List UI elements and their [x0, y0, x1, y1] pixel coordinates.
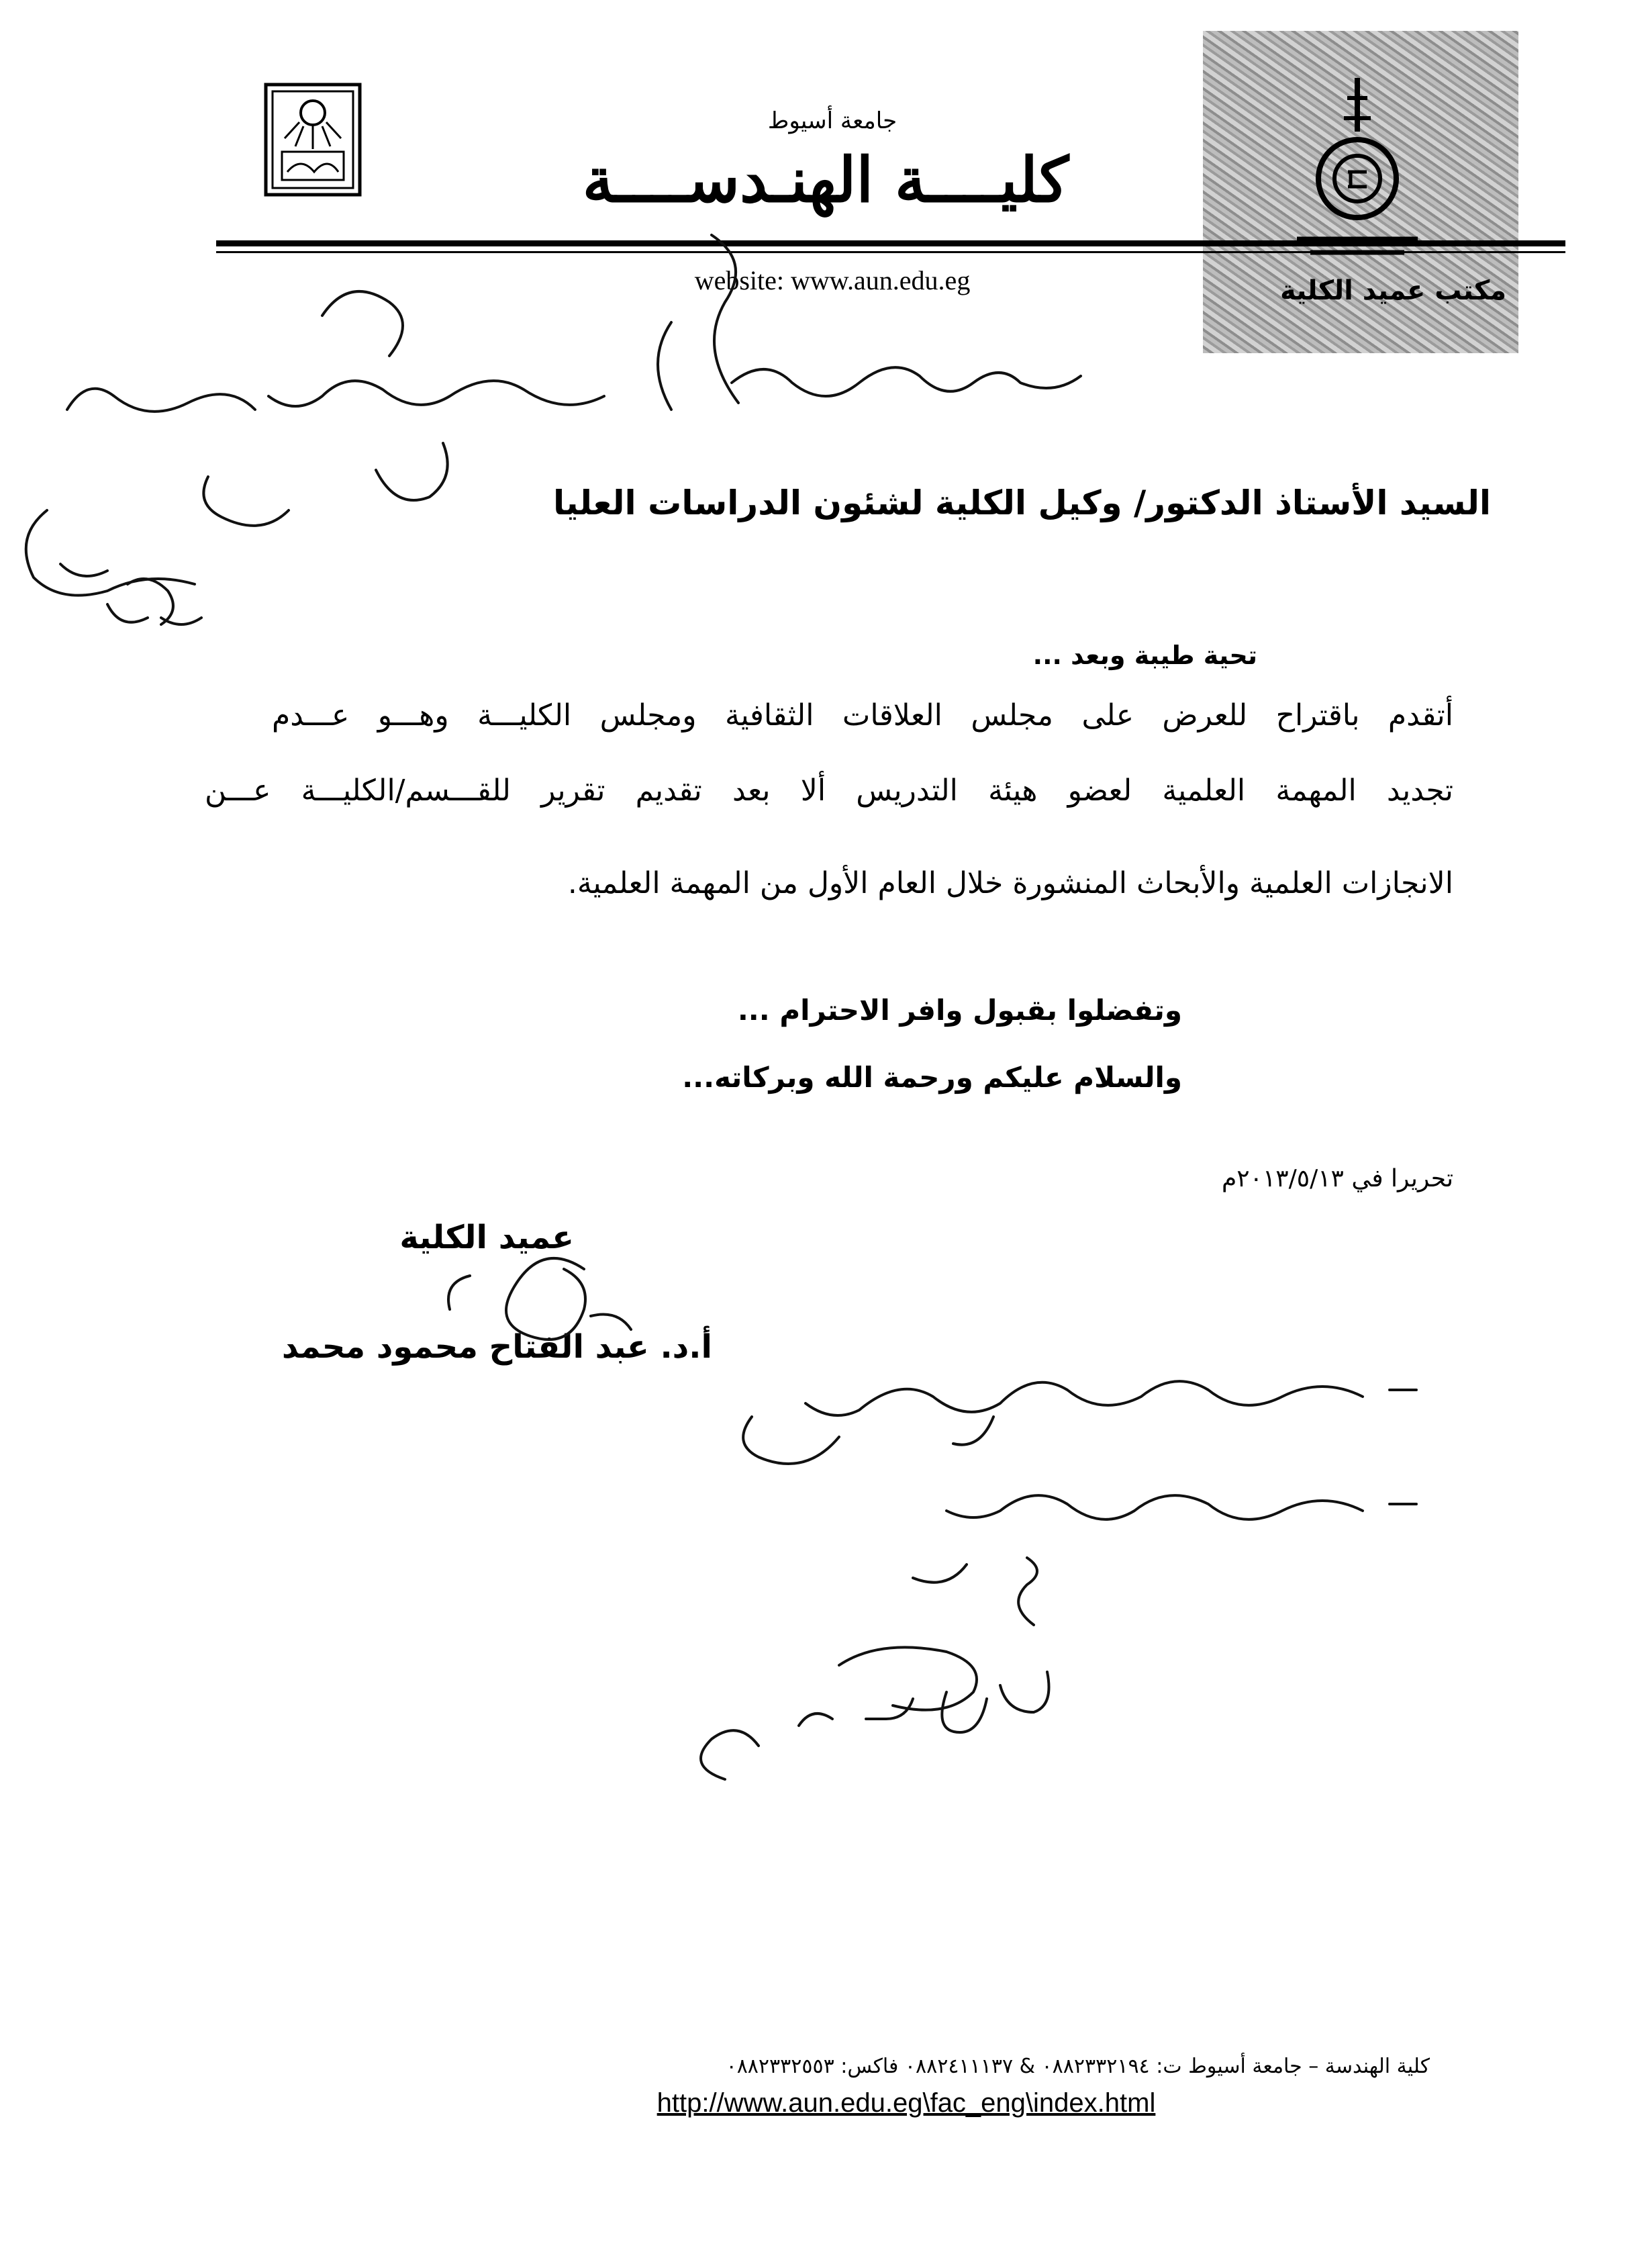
faculty-seal — [1203, 31, 1518, 353]
faculty-name: كليــــة الهنـدســــة — [582, 144, 1069, 216]
dean-office-label: مكتب عميد الكلية — [1279, 275, 1506, 306]
dean-title: عميد الكلية — [399, 1219, 574, 1256]
website: website: www.aun.edu.eg — [694, 265, 971, 295]
university-name: جامعة أسيوط — [767, 107, 897, 134]
handwritten-margin-note — [26, 510, 201, 624]
footer-contact: كلية الهندسة – جامعة أسيوط ت: ٠٨٨٢٣٣٢١٩٤ & ٠٨٨٢٤١١١٣٧ فاكس: ٠٨٨٢٣٣٢٥٥٣ — [726, 2055, 1430, 2078]
date-line: تحريرا في ٢٠١٣/٥/١٣م — [1221, 1165, 1453, 1192]
closing-salutation: والسلام عليكم ورحمة الله وبركاته... — [682, 1061, 1182, 1094]
footer-url[interactable]: http://www.aun.edu.eg\fac_eng\index.html — [657, 2088, 1156, 2118]
greeting: تحية طيبة وبعد ... — [1032, 641, 1257, 670]
header-rule-thin — [216, 251, 1565, 253]
dean-name: أ.د. عبد الفتاح محمود محمد — [281, 1328, 712, 1366]
assiut-university-logo-icon — [263, 82, 362, 197]
body-line: تجديد المهمة العلمية لعضو هيئة التدريس ألا بعد تقديم تقرير للقـــسم/الكليـــة عـــن — [205, 774, 1453, 808]
body-line: الانجازات العلمية والأبحاث المنشورة خلال العام الأول من المهمة العلمية. — [567, 866, 1453, 900]
handwritten-distribution-note — [743, 1381, 1416, 1583]
addressee: السيد الأستاذ الدكتور/ وكيل الكلية لشئون الدراسات العليا — [552, 483, 1491, 522]
handwritten-date-signature — [701, 1558, 1049, 1779]
header-rule-thick — [216, 240, 1565, 246]
body-line: أتقدم باقتراح للعرض على مجلس العلاقات الثقافية ومجلس الكليـــة وهـــو عـــدم — [272, 698, 1453, 733]
closing-respects: وتفضلوا بقبول وافر الاحترام ... — [737, 994, 1182, 1027]
handwritten-signature — [448, 1258, 631, 1340]
